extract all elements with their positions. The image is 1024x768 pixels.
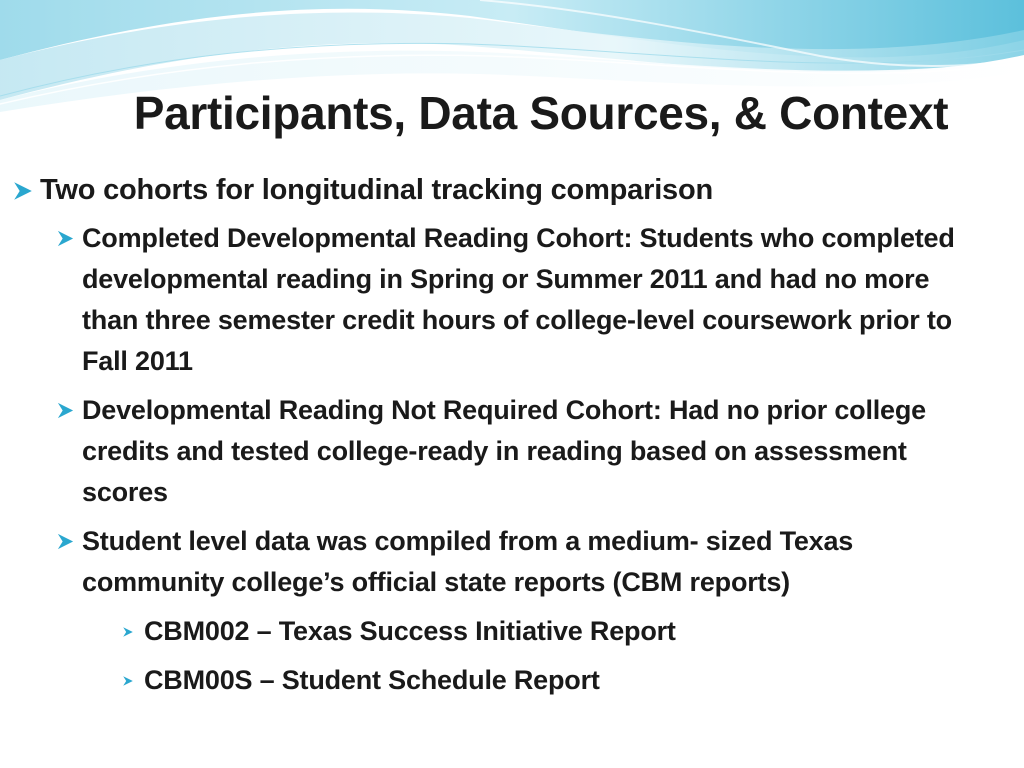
bullet-text: Developmental Reading Not Required Cohort: Had no prior college credits and tested college-ready in reading based on assessment scores [82, 395, 926, 507]
arrow-bullet-icon [56, 532, 75, 551]
bullet-text: Student level data was compiled from a medium- sized Texas community college’s official state reports (CBM reports) [82, 526, 854, 597]
bullet-text: Two cohorts for longitudinal tracking comparison [40, 174, 714, 206]
bullet-item [40, 170, 980, 210]
bullet-item [82, 521, 962, 603]
arrow-bullet-icon [56, 229, 75, 248]
bullet-text: Completed Developmental Reading Cohort: Students who completed developmental reading in Spring or Summer 2011 and had no more than three semester credit hours of college-level coursework prior to Fall 2011 [82, 223, 955, 376]
arrow-bullet-icon [12, 180, 34, 202]
bullet-text: CBM00S – Student Schedule Report [144, 665, 600, 695]
bullet-list [0, 170, 1024, 709]
arrow-bullet-icon [56, 401, 75, 420]
bullet-item [82, 390, 962, 513]
bullet-item [144, 611, 964, 652]
slide-title: Participants, Data Sources, & Context [133, 87, 949, 139]
bullet-item [144, 660, 964, 701]
arrow-bullet-icon [122, 675, 134, 687]
arrow-bullet-icon [122, 626, 134, 638]
bullet-text: CBM002 – Texas Success Initiative Report [144, 616, 676, 646]
bullet-item [82, 218, 962, 382]
